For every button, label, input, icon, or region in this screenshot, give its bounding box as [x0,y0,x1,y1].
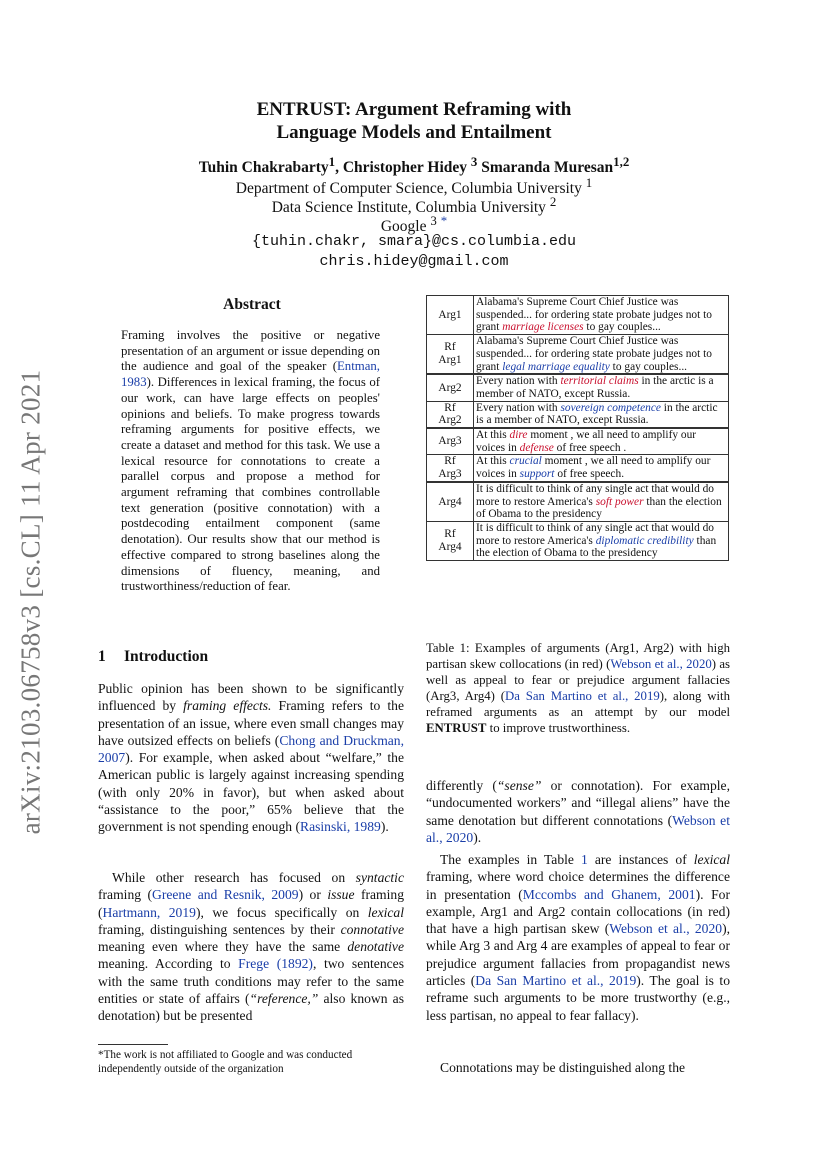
text: Framing refers to the presentation of an issue, where even small changes may have outsized effects on beliefs ( [98,698,405,748]
row-label: Arg3 [427,428,474,455]
row-label: Arg2 [427,374,474,401]
footnote: *The work is not affiliated to Google and was conducted independently outside of the organization [98,1049,353,1075]
email-line-2: chris.hidey@gmail.com [319,253,509,270]
text: also known as denotation) but be presented [98,991,405,1024]
email-line-1: {tuhin.chakr, smara}@cs.columbia.edu [251,233,577,250]
title-line-1: ENTRUST: Argument Reframing with [256,99,572,120]
text: of free speech. [554,468,625,481]
citation-entman[interactable]: Entman, 1983 [121,359,380,390]
highlighted-phrase: defense [519,441,554,454]
table-row [427,482,729,522]
row-text [474,374,729,401]
text: meaning even where they have the same [98,939,348,955]
emphasis: lexical [367,904,404,920]
emphasis: connotative [340,921,404,937]
table-row [427,455,729,482]
arxiv-identifier: arXiv:2103.06758v3 [cs.CL] 11 Apr 2021 [15,369,46,835]
text: It is difficult to think of any single act that would do more to restore America's [476,482,715,508]
text: , two sentences with the same truth conditions may refer to the same entities or state of affairs ( [98,956,404,1007]
text: ). For example, when asked about “welfare,” the American public is largely against increasing spending (with only 20% in favor), but when asked about “assistance to the poor,” 65% believe that the government is not spending enough ( [98,750,404,835]
emphasis: “sense” [496,778,542,793]
citation-da-san-martino[interactable]: Da San Martino et al., 2019 [505,689,660,703]
right-paragraph-2 [426,851,730,1024]
affiliation-3-sup: 3 [430,213,437,228]
text: framing, where word choice determines the difference in presentation ( [426,869,730,902]
row-text [474,401,729,428]
text: framing, distinguishing sentences by their [98,921,341,937]
text: to improve trustworthiness. [486,721,631,735]
text: are instances of [587,852,694,867]
title-line-2: Language Models and Entailment [276,122,552,143]
emphasis: lexical [693,852,731,867]
row-text [474,482,729,522]
text: ), while Arg 3 and Arg 4 are examples of appeal to fear or prejudice argument fallacies from propagandist news articles ( [426,921,730,989]
citation-webson[interactable]: Webson et al., 2020 [426,812,730,845]
intro-paragraph-1 [98,680,404,836]
text: ) or [298,887,328,903]
text: The examples in Table [440,852,582,867]
text: ), along with reframed arguments as an attempt by our model [426,689,730,719]
row-text [474,455,729,482]
author-2-affil: 3 [470,154,478,169]
right-paragraph-1 [426,777,730,846]
highlighted-phrase: marriage licenses [502,321,584,334]
highlighted-phrase: diplomatic credibility [595,534,694,547]
text: Every nation with [476,375,561,388]
right-paragraph-3: Connotations may be distinguished along the [440,1060,686,1075]
text: differently ( [426,778,497,793]
row-text [474,428,729,455]
text: At this [476,429,510,442]
table-caption [426,640,730,736]
table-row [427,521,729,560]
emphasis: denotative [347,939,404,955]
text: While other research has focused on [112,870,356,885]
row-label: Rf Arg3 [427,455,474,482]
model-name: ENTRUST [426,721,487,735]
text: At this [476,455,510,468]
text: Every nation with [476,401,561,414]
citation-hartmann[interactable]: Hartmann, 2019 [102,904,196,920]
table-row [427,296,729,335]
row-label: Arg1 [427,296,474,335]
footnote-marker[interactable]: * [440,213,448,228]
text: framing ( [98,887,404,920]
examples-table-body [427,296,729,561]
citation-frege[interactable]: Frege (1892) [238,956,313,972]
section-heading-introduction [98,648,208,666]
row-label: Rf Arg4 [427,521,474,560]
section-title: Introduction [124,648,209,665]
row-text [474,296,729,335]
highlighted-phrase: sovereign competence [560,401,661,414]
citation-rasinski[interactable]: Rasinski, 1989 [300,819,381,835]
text: Table 1: Examples of arguments (Arg1, Arg2) with high partisan skew collocations (in red) ( [426,641,730,671]
emphasis: issue [327,887,355,903]
text: moment , we all need to amplify our voices in [476,455,711,481]
emphasis: syntactic [355,870,404,885]
affiliation-1-text: Department of Computer Science, Columbia University [235,180,582,198]
text: ), we focus specifically on [195,904,368,920]
highlighted-phrase: dire [509,429,528,442]
highlighted-phrase: legal marriage equality [502,360,610,373]
text: than the election of Obama to the presidency [476,495,722,521]
citation-greene-resnik[interactable]: Greene and Resnik, 2009 [152,887,299,903]
footnote-rule [98,1044,168,1045]
text: moment , we all need to amplify our voices in [476,429,697,454]
arxiv-sidebar [0,0,62,1171]
citation-chong-druckman[interactable]: Chong and Druckman, 2007 [98,732,404,766]
affiliation-1-sup: 1 [585,175,593,190]
text: meaning. According to [98,956,239,972]
text: Public opinion has been shown to be significantly influenced by [98,681,404,714]
text: to gay couples... [609,360,688,373]
row-text [474,335,729,375]
intro-paragraph-2 [98,869,404,1025]
author-list: Tuhin Chakrabarty$^1$, Christopher Hidey $^3$ Smaranda Muresan$^{1,2}$ [198,154,630,177]
text: Alabama's Supreme Court Chief Justice was suspended... for ordering state probate judges not to grant [476,296,712,334]
text: framing ( [98,887,153,903]
abstract-text-1: Framing involves the positive or negative presentation of an argument or issue depending on the audience and goal of the speaker ( [121,328,380,374]
row-text [474,521,729,560]
table-reference[interactable]: 1 [581,852,588,867]
table-row [427,335,729,375]
affiliation-2-text: Data Science Institute, Columbia University [271,199,546,217]
text: ). The goal is to reframe such arguments to be more trustworthy (e.g., less partisan, no appeal to fear fallacy). [426,973,730,1023]
citation-webson[interactable]: Webson et al., 2020 [609,921,723,937]
affiliation-2-sup: 2 [549,194,557,209]
highlighted-phrase: support [519,468,555,481]
highlighted-phrase: territorial claims [560,375,639,388]
text: ). For example, Arg1 and Arg2 contain collocations (in red) that have a high partisan skew ( [426,886,730,937]
table-row [427,374,729,401]
highlighted-phrase: soft power [595,495,644,508]
citation-webson[interactable]: Webson et al., 2020 [610,657,712,671]
text: than the election of Obama to the presidency [476,534,717,560]
text: to gay couples... [583,321,661,334]
text: ). [473,829,482,845]
text: in the arctic is a member of NATO, except Russia. [476,401,718,427]
citation-mccombs-ghanem[interactable]: Mccombs and Ghanem, 2001 [522,886,696,902]
author-3-affil: 1,2 [613,154,630,169]
author-2: Christopher Hidey [342,159,468,177]
author-1-affil: 1 [328,154,336,169]
text: or connotation). For example, “undocumented workers” and “illegal aliens” have the same denotation but different connotations ( [426,778,730,828]
section-number: 1 [98,648,106,665]
author-3: Smaranda Muresan [481,159,614,177]
examples-table [426,295,729,561]
text: ). [380,819,389,835]
abstract-body [121,328,380,595]
table-row [427,428,729,455]
emphasis: framing effects. [183,698,272,714]
row-label: Rf Arg2 [427,401,474,428]
row-label: Arg4 [427,482,474,522]
text: ) as well as appeal to fear or prejudice argument fallacies (Arg3, Arg4) ( [426,657,731,703]
table-row [427,401,729,428]
paper-title [120,98,708,144]
affiliation-3-text: Google [380,218,427,236]
text: of free speech . [553,441,627,454]
emphasis: “reference,” [249,991,319,1007]
row-label: Rf Arg1 [427,335,474,375]
citation-da-san-martino[interactable]: Da San Martino et al., 2019 [475,973,637,989]
text: in the arctic is a member of NATO, except Russia. [476,375,714,400]
abstract-heading: Abstract [223,296,281,313]
highlighted-phrase: crucial [509,455,542,468]
author-1: Tuhin Chakrabarty [198,159,329,177]
text: Alabama's Supreme Court Chief Justice was suspended... for ordering state probate judges not to grant [476,335,712,373]
text: It is difficult to think of any single act that would do more to restore America's [476,521,715,547]
abstract-text-2: ). Differences in lexical framing, the focus of our work, can have large effects on peoples' opinions and beliefs. To make progress towards reframing arguments for positive effects, we create a dataset and method for this task. We use a lexical resource for connotations to create a parallel corpus and propose a method for argument reframing that combines controllable text generation (positive connotation) with a postdecoding entailment component (same denotation). Our results show that our method is effective compared to strong baselines along the dimensions of fluency, meaning, and trustworthiness/reduction of fear. [121,375,380,594]
